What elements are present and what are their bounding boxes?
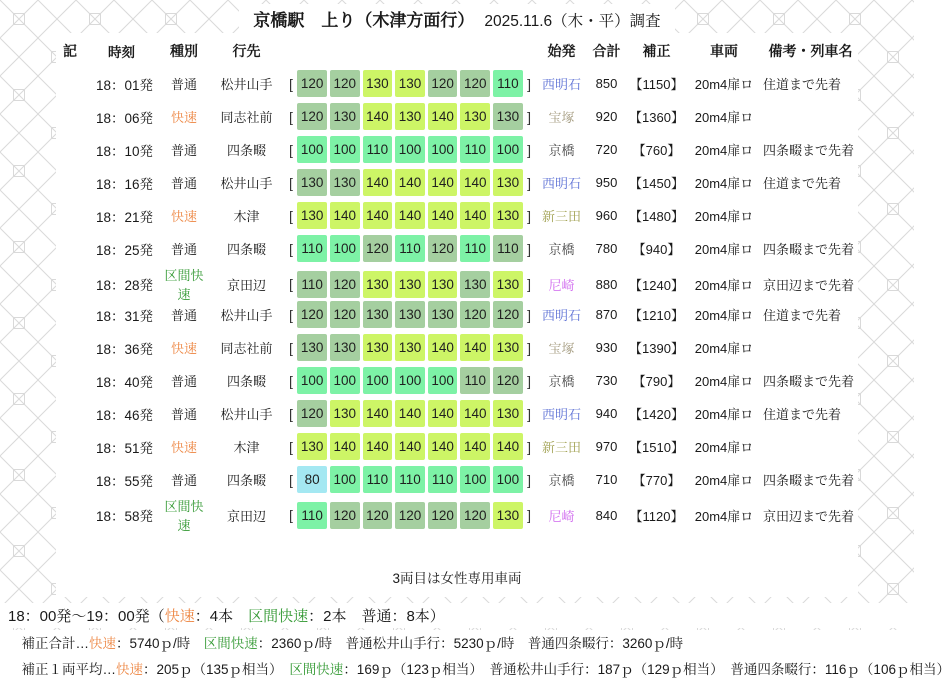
- train-type: 普通: [170, 77, 197, 92]
- train-type: 普通: [170, 407, 197, 422]
- congestion-cell: 100: [428, 136, 458, 163]
- summary-segment: 補正合計…: [8, 636, 89, 651]
- remark: 四条畷まで先着: [763, 473, 855, 488]
- train-type: 快速: [170, 209, 197, 224]
- congestion-cell: 100: [493, 466, 523, 493]
- congestion-cell: 100: [330, 367, 360, 394]
- congestion-cell: 100: [460, 466, 490, 493]
- close-bracket: ]: [527, 108, 532, 125]
- car-type: 20m4扉ロ: [694, 77, 754, 92]
- close-bracket: ]: [527, 207, 532, 224]
- congestion-cell: 110: [493, 235, 523, 262]
- car-congestion-cells: [284, 136, 534, 163]
- destination: 松井山手: [220, 308, 273, 323]
- close-bracket: ]: [527, 339, 532, 356]
- open-bracket: [: [288, 174, 293, 191]
- congestion-cell: 120: [428, 502, 458, 529]
- total-value: 970: [595, 439, 618, 454]
- total-value: 920: [595, 109, 618, 124]
- car-type: 20m4扉ロ: [694, 277, 754, 293]
- congestion-cell: 100: [330, 466, 360, 493]
- car-congestion-cells: [284, 466, 534, 493]
- train-row: [56, 199, 858, 232]
- congestion-cell: 120: [297, 70, 327, 97]
- remark: 四条畷まで先着: [763, 374, 855, 389]
- congestion-cell: 140: [460, 169, 490, 196]
- congestion-cell: 130: [363, 70, 393, 97]
- summary-line-totals: [0, 630, 914, 654]
- open-bracket: [: [288, 507, 293, 523]
- corrected-value: 【1510】: [629, 440, 684, 455]
- departure-time: 18：40発: [95, 374, 153, 390]
- departure-time: 18：55発: [95, 473, 153, 489]
- column-header-total: 合計: [592, 43, 621, 59]
- origin-station: 京橋: [548, 473, 575, 488]
- congestion-cell: 130: [363, 271, 393, 298]
- congestion-cell: 130: [363, 334, 393, 361]
- congestion-cell: 110: [297, 235, 327, 262]
- congestion-cell: 140: [395, 169, 425, 196]
- total-value: 730: [595, 373, 618, 388]
- departure-time: 18：31発: [95, 308, 153, 324]
- congestion-cell: 120: [330, 502, 360, 529]
- congestion-cell: 120: [428, 70, 458, 97]
- congestion-cell: 130: [460, 103, 490, 130]
- congestion-cell: 110: [460, 367, 490, 394]
- origin-station: 西明石: [541, 176, 581, 191]
- page-title-date: 2025.11.6（木・平）調査: [484, 13, 661, 30]
- car-type: 20m4扉ロ: [694, 242, 754, 257]
- column-header-type: 種別: [170, 43, 198, 59]
- column-header-mark: 記: [63, 43, 77, 59]
- congestion-cell: 140: [460, 202, 490, 229]
- congestion-cell: 130: [493, 169, 523, 196]
- congestion-cell: 110: [493, 70, 523, 97]
- summary-segment: 快速: [89, 636, 116, 651]
- total-value: 710: [595, 472, 618, 487]
- departure-time: 18：16発: [95, 176, 153, 192]
- close-bracket: ]: [527, 141, 532, 158]
- origin-station: 新三田: [541, 440, 581, 455]
- congestion-cell: 140: [428, 202, 458, 229]
- car-type: 20m4扉ロ: [694, 473, 754, 488]
- congestion-cell: 140: [395, 202, 425, 229]
- congestion-cell: 130: [460, 271, 490, 298]
- corrected-value: 【1360】: [629, 110, 684, 125]
- congestion-cell: 120: [330, 271, 360, 298]
- summary-segment: 区間快速: [203, 636, 258, 651]
- congestion-cell: 100: [428, 367, 458, 394]
- congestion-cell: 100: [395, 367, 425, 394]
- departure-time: 18：46発: [95, 407, 153, 423]
- congestion-cell: 140: [363, 433, 393, 460]
- train-type: 快速: [170, 110, 197, 125]
- congestion-cell: 120: [363, 502, 393, 529]
- destination: 松井山手: [220, 176, 273, 191]
- origin-station: 尼崎: [548, 508, 575, 524]
- congestion-cell: 100: [330, 136, 360, 163]
- remark: 住道まで先着: [763, 407, 842, 422]
- remark: 四条畷まで先着: [763, 143, 855, 158]
- congestion-cell: 140: [428, 334, 458, 361]
- corrected-value: 【1450】: [629, 176, 684, 191]
- origin-station: 京橋: [548, 143, 575, 158]
- train-type: 区間快速: [164, 268, 204, 302]
- congestion-cell: 130: [395, 103, 425, 130]
- congestion-cell: 140: [428, 103, 458, 130]
- train-row: [56, 265, 858, 302]
- congestion-cell: 140: [428, 400, 458, 427]
- car-type: 20m4扉ロ: [694, 176, 754, 191]
- remark: 住道まで先着: [763, 77, 842, 92]
- congestion-cell: 110: [395, 466, 425, 493]
- congestion-cell: 110: [297, 271, 327, 298]
- congestion-cell: 130: [297, 169, 327, 196]
- total-value: 950: [595, 175, 618, 190]
- close-bracket: ]: [527, 174, 532, 191]
- car-type: 20m4扉ロ: [694, 110, 754, 125]
- congestion-cell: 100: [363, 367, 393, 394]
- total-value: 840: [595, 507, 618, 523]
- car-type: 20m4扉ロ: [694, 308, 754, 323]
- open-bracket: [: [288, 108, 293, 125]
- congestion-cell: 140: [460, 334, 490, 361]
- open-bracket: [: [288, 306, 293, 323]
- remark: 四条畷まで先着: [763, 242, 855, 257]
- summary-segment: ：5740ｐ/時: [116, 636, 204, 651]
- summary-segment: ：205ｐ（135ｐ相当）: [143, 662, 290, 677]
- summary-segment: 快速: [164, 608, 195, 625]
- total-value: 720: [595, 142, 618, 157]
- close-bracket: ]: [527, 372, 532, 389]
- car-congestion-cells: [284, 103, 534, 130]
- close-bracket: ]: [527, 306, 532, 323]
- congestion-cell: 130: [330, 400, 360, 427]
- departure-time: 18：36発: [95, 341, 153, 357]
- corrected-value: 【1240】: [629, 277, 684, 293]
- destination: 木津: [233, 440, 260, 455]
- summary-segment: ：4本: [194, 608, 249, 625]
- congestion-cell: 130: [493, 334, 523, 361]
- train-row: [56, 67, 858, 100]
- summary-segment: ：2360ｐ/時 普通松井山手行：5230ｐ/時 普通四条畷行：3260ｐ/時: [257, 636, 684, 651]
- close-bracket: ]: [527, 471, 532, 488]
- congestion-cell: 110: [395, 235, 425, 262]
- origin-station: 京橋: [548, 242, 575, 257]
- train-row: [56, 100, 858, 133]
- congestion-cell: 110: [363, 136, 393, 163]
- train-type: 普通: [170, 242, 197, 257]
- column-header-corrected: 補正: [642, 43, 671, 59]
- origin-station: 新三田: [541, 209, 581, 224]
- summary-section: [0, 603, 950, 680]
- congestion-cell: 130: [428, 271, 458, 298]
- congestion-cell: 100: [395, 136, 425, 163]
- departure-time: 18：28発: [95, 278, 153, 293]
- car-type: 20m4扉ロ: [694, 143, 754, 158]
- congestion-cell: 130: [395, 70, 425, 97]
- congestion-cell: 130: [493, 400, 523, 427]
- table-header: [56, 41, 858, 61]
- corrected-value: 【1150】: [629, 77, 684, 92]
- destination: 松井山手: [220, 407, 273, 422]
- car-congestion-cells: [284, 169, 534, 196]
- congestion-cell: 110: [363, 466, 393, 493]
- train-type: 普通: [170, 176, 197, 191]
- title-row: [0, 4, 914, 33]
- car-congestion-cells: [284, 400, 534, 427]
- page-title-main: 京橋駅 上り（木津方面行）: [253, 11, 475, 30]
- congestion-cell: 100: [297, 367, 327, 394]
- car-congestion-cells: [284, 502, 534, 529]
- corrected-value: 【1390】: [629, 341, 684, 356]
- congestion-cell: 120: [493, 367, 523, 394]
- congestion-cell: 140: [395, 433, 425, 460]
- car-type: 20m4扉ロ: [694, 440, 754, 455]
- congestion-cell: 130: [330, 334, 360, 361]
- summary-line-average: [0, 656, 950, 680]
- car-congestion-cells: [284, 202, 534, 229]
- destination: 四条畷: [226, 242, 266, 257]
- train-row: [56, 133, 858, 166]
- congestion-cell: 130: [493, 502, 523, 529]
- close-bracket: ]: [527, 438, 532, 455]
- train-row: [56, 166, 858, 199]
- close-bracket: ]: [527, 276, 532, 292]
- congestion-cell: 120: [460, 70, 490, 97]
- total-value: 850: [595, 76, 618, 91]
- car-congestion-cells: [284, 367, 534, 394]
- car-type: 20m4扉ロ: [694, 374, 754, 389]
- car-congestion-cells: [284, 334, 534, 361]
- train-type: 普通: [170, 143, 197, 158]
- departure-time: 18：58発: [95, 509, 153, 524]
- congestion-cell: 140: [363, 400, 393, 427]
- close-bracket: ]: [527, 405, 532, 422]
- corrected-value: 【760】: [632, 143, 681, 158]
- total-value: 930: [595, 340, 618, 355]
- column-header-remarks: 備考・列車名: [768, 43, 853, 59]
- open-bracket: [: [288, 438, 293, 455]
- destination: 京田辺: [226, 508, 266, 524]
- departure-time: 18：06発: [95, 110, 153, 126]
- congestion-cell: 110: [428, 466, 458, 493]
- destination: 同志社前: [220, 341, 273, 356]
- car-congestion-cells: [284, 70, 534, 97]
- column-header-origin: 始発: [547, 43, 576, 59]
- train-row: [56, 232, 858, 265]
- congestion-cell: 140: [428, 433, 458, 460]
- origin-station: 西明石: [541, 77, 581, 92]
- congestion-cell: 140: [363, 169, 393, 196]
- congestion-cell: 130: [493, 202, 523, 229]
- congestion-cell: 100: [297, 136, 327, 163]
- congestion-cell: 110: [460, 136, 490, 163]
- congestion-cell: 140: [363, 202, 393, 229]
- origin-station: 京橋: [548, 374, 575, 389]
- corrected-value: 【1210】: [629, 308, 684, 323]
- summary-segment: 補正１両平均…: [8, 662, 116, 677]
- congestion-cell: 80: [297, 466, 327, 493]
- origin-station: 尼崎: [548, 277, 575, 293]
- close-bracket: ]: [527, 75, 532, 92]
- women-only-note: 3両目は女性専用車両: [392, 571, 522, 586]
- congestion-cell: 120: [297, 103, 327, 130]
- congestion-cell: 130: [297, 202, 327, 229]
- destination: 四条畷: [226, 473, 266, 488]
- congestion-cell: 120: [460, 301, 490, 328]
- table-rows: [56, 67, 858, 533]
- congestion-cell: 130: [297, 334, 327, 361]
- remark: 京田辺まで先着: [763, 277, 855, 293]
- origin-station: 西明石: [541, 407, 581, 422]
- total-value: 960: [595, 208, 618, 223]
- congestion-cell: 120: [297, 301, 327, 328]
- train-row: [56, 331, 858, 364]
- column-header-time: 時刻: [108, 45, 135, 60]
- close-bracket: ]: [527, 240, 532, 257]
- train-row: [56, 496, 858, 533]
- summary-segment: 区間快速: [289, 662, 344, 677]
- departure-time: 18：21発: [95, 209, 153, 225]
- summary-segment: 18：00発〜19：00発（: [8, 608, 165, 625]
- car-type: 20m4扉ロ: [694, 407, 754, 422]
- open-bracket: [: [288, 276, 293, 292]
- congestion-cell: 100: [493, 136, 523, 163]
- destination: 松井山手: [220, 77, 273, 92]
- remark: 住道まで先着: [763, 176, 842, 191]
- corrected-value: 【770】: [632, 473, 681, 488]
- open-bracket: [: [288, 207, 293, 224]
- total-value: 870: [595, 307, 618, 322]
- destination: 四条畷: [226, 374, 266, 389]
- departure-time: 18：51発: [95, 440, 153, 456]
- congestion-cell: 140: [460, 400, 490, 427]
- congestion-cell: 120: [330, 70, 360, 97]
- congestion-cell: 120: [493, 301, 523, 328]
- congestion-cell: 120: [460, 502, 490, 529]
- car-type: 20m4扉ロ: [694, 341, 754, 356]
- train-type: 快速: [170, 440, 197, 455]
- car-type: 20m4扉ロ: [694, 508, 754, 524]
- car-congestion-cells: [284, 235, 534, 262]
- column-header-destination: 行先: [232, 43, 261, 59]
- congestion-cell: 120: [395, 502, 425, 529]
- summary-segment: 区間快速: [248, 608, 309, 625]
- open-bracket: [: [288, 240, 293, 257]
- departure-time: 18：10発: [95, 143, 153, 159]
- corrected-value: 【790】: [632, 374, 681, 389]
- open-bracket: [: [288, 141, 293, 158]
- open-bracket: [: [288, 75, 293, 92]
- train-type: 快速: [170, 341, 197, 356]
- open-bracket: [: [288, 405, 293, 422]
- train-row: [56, 364, 858, 397]
- destination: 同志社前: [220, 110, 273, 125]
- congestion-cell: 120: [297, 400, 327, 427]
- origin-station: 宝塚: [548, 341, 575, 356]
- congestion-cell: 130: [297, 433, 327, 460]
- open-bracket: [: [288, 339, 293, 356]
- train-type: 普通: [170, 473, 197, 488]
- timetable-panel: [56, 33, 858, 597]
- congestion-cell: 130: [493, 271, 523, 298]
- summary-line-counts: [0, 603, 914, 628]
- congestion-cell: 140: [330, 433, 360, 460]
- congestion-cell: 140: [363, 103, 393, 130]
- congestion-cell: 130: [330, 103, 360, 130]
- train-type: 普通: [170, 374, 197, 389]
- summary-segment: ：169ｐ（123ｐ相当） 普通松井山手行：187ｐ（129ｐ相当） 普通四条畷行：116ｐ（106ｐ相当）: [343, 662, 950, 677]
- congestion-cell: 130: [493, 103, 523, 130]
- car-congestion-cells: [284, 301, 534, 328]
- congestion-cell: 140: [428, 169, 458, 196]
- total-value: 780: [595, 241, 618, 256]
- close-bracket: ]: [527, 507, 532, 523]
- departure-time: 18：25発: [95, 242, 153, 258]
- remark: 京田辺まで先着: [763, 508, 855, 524]
- congestion-cell: 120: [330, 301, 360, 328]
- departure-time: 18：01発: [95, 77, 153, 93]
- congestion-cell: 120: [428, 235, 458, 262]
- train-row: [56, 463, 858, 496]
- congestion-cell: 130: [395, 301, 425, 328]
- open-bracket: [: [288, 471, 293, 488]
- congestion-cell: 140: [460, 433, 490, 460]
- corrected-value: 【1120】: [629, 508, 684, 524]
- origin-station: 西明石: [541, 308, 581, 323]
- congestion-cell: 130: [395, 334, 425, 361]
- congestion-cell: 130: [428, 301, 458, 328]
- congestion-cell: 130: [330, 169, 360, 196]
- corrected-value: 【1420】: [629, 407, 684, 422]
- congestion-cell: 140: [330, 202, 360, 229]
- train-row: [56, 397, 858, 430]
- corrected-value: 【1480】: [629, 209, 684, 224]
- corrected-value: 【940】: [632, 242, 681, 257]
- car-type: 20m4扉ロ: [694, 209, 754, 224]
- page-title: [239, 4, 674, 33]
- destination: 木津: [233, 209, 260, 224]
- congestion-cell: 100: [330, 235, 360, 262]
- congestion-cell: 130: [363, 301, 393, 328]
- column-header-car-type: 車両: [710, 43, 738, 59]
- remark: 住道まで先着: [763, 308, 842, 323]
- car-congestion-cells: [284, 433, 534, 460]
- congestion-cell: 110: [297, 502, 327, 529]
- total-value: 940: [595, 406, 618, 421]
- train-type: 普通: [170, 308, 197, 323]
- congestion-cell: 140: [493, 433, 523, 460]
- congestion-cell: 140: [395, 400, 425, 427]
- congestion-cell: 130: [395, 271, 425, 298]
- destination: 四条畷: [226, 143, 266, 158]
- congestion-cell: 120: [363, 235, 393, 262]
- origin-station: 宝塚: [548, 110, 575, 125]
- total-value: 880: [595, 276, 618, 292]
- congestion-cell: 110: [460, 235, 490, 262]
- train-type: 区間快速: [164, 499, 204, 533]
- destination: 京田辺: [226, 277, 266, 293]
- open-bracket: [: [288, 372, 293, 389]
- summary-segment: 快速: [116, 662, 143, 677]
- summary-segment: ：2本 普通：8本）: [308, 608, 445, 625]
- car-congestion-cells: [284, 271, 534, 298]
- train-row: [56, 430, 858, 463]
